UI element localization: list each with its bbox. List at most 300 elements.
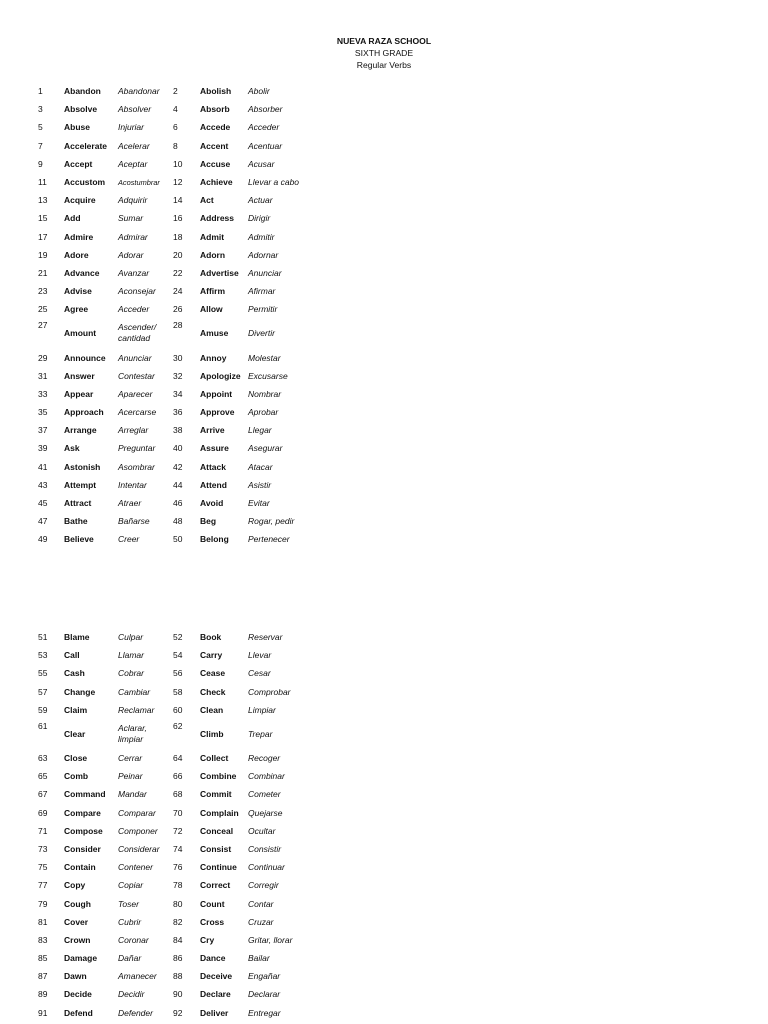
verb-row — [0, 512, 338, 530]
spanish-translation: Recoger — [248, 753, 281, 764]
verb-number: 83 — [38, 934, 48, 945]
verb-number: 28 — [173, 320, 183, 331]
verb-row — [0, 318, 338, 348]
english-verb: Ask — [64, 443, 80, 454]
spanish-translation: Divertir — [248, 328, 275, 339]
english-verb: Declare — [200, 989, 231, 1000]
verb-row — [0, 804, 338, 822]
verb-number: 11 — [38, 177, 47, 188]
verb-number: 90 — [173, 989, 183, 1000]
verb-row — [0, 749, 338, 767]
verb-number: 1 — [38, 86, 43, 97]
verb-row — [0, 822, 338, 840]
spanish-translation: Bailar — [248, 953, 270, 964]
english-verb: Arrive — [200, 425, 225, 436]
english-verb: Clear — [64, 728, 86, 739]
english-verb: Combine — [200, 771, 237, 782]
verb-number: 13 — [38, 195, 48, 206]
verb-number: 27 — [38, 320, 48, 331]
verb-number: 47 — [38, 516, 48, 527]
english-verb: Apologize — [200, 370, 241, 381]
verb-row — [0, 494, 338, 512]
english-verb: Close — [64, 753, 88, 764]
verb-number: 65 — [38, 771, 48, 782]
spanish-translation: Defender — [118, 1007, 153, 1018]
verb-row — [0, 931, 338, 949]
verb-row — [0, 385, 338, 403]
english-verb: Attract — [64, 498, 92, 509]
spanish-translation: Entregar — [248, 1007, 281, 1018]
spanish-translation: Consistir — [248, 843, 282, 854]
spanish-translation: Engañar — [248, 971, 281, 982]
verb-number: 58 — [173, 686, 183, 697]
verb-row — [0, 719, 338, 749]
spanish-translation: Evitar — [248, 498, 270, 509]
english-verb: Annoy — [200, 352, 227, 363]
verb-row — [0, 913, 338, 931]
verb-number: 39 — [38, 443, 48, 454]
spanish-translation: Arreglar — [118, 425, 149, 436]
verb-number: 14 — [173, 195, 183, 206]
verb-number: 12 — [173, 177, 183, 188]
spanish-translation: Llamar — [118, 650, 144, 661]
spanish-translation: Componer — [118, 825, 158, 836]
spanish-translation: Peinar — [118, 771, 143, 782]
english-verb: Decide — [64, 989, 92, 1000]
spanish-translation: Nombrar — [248, 388, 282, 399]
verb-number: 10 — [173, 158, 183, 169]
verb-row — [0, 209, 338, 227]
spanish-translation: Mandar — [118, 789, 147, 800]
english-verb: Cry — [200, 934, 215, 945]
english-verb: Attend — [200, 479, 227, 490]
verb-number: 57 — [38, 686, 48, 697]
verb-row — [0, 173, 338, 191]
english-verb: Approve — [200, 407, 235, 418]
english-verb: Admire — [64, 231, 94, 242]
spanish-translation: Continuar — [248, 862, 285, 873]
verb-row — [0, 530, 338, 548]
verb-number: 15 — [38, 213, 48, 224]
verb-row — [0, 421, 338, 439]
verbs-table-2 — [0, 628, 338, 1022]
verb-number: 33 — [38, 388, 48, 399]
english-verb: Attempt — [64, 479, 97, 490]
verb-number: 2 — [173, 86, 178, 97]
spanish-translation: Absolver — [118, 104, 152, 115]
english-verb: Comb — [64, 771, 89, 782]
verb-number: 46 — [173, 498, 183, 509]
english-verb: Cross — [200, 916, 225, 927]
verb-number: 44 — [173, 479, 183, 490]
verb-number: 79 — [38, 898, 48, 909]
english-verb: Call — [64, 650, 80, 661]
verb-row — [0, 646, 338, 664]
verb-number: 66 — [173, 771, 183, 782]
spanish-translation: Abandonar — [118, 86, 160, 97]
spanish-translation: Molestar — [248, 352, 281, 363]
english-verb: Crown — [64, 934, 91, 945]
english-verb: Compare — [64, 807, 101, 818]
verb-number: 55 — [38, 668, 48, 679]
verb-number: 87 — [38, 971, 48, 982]
verb-row — [0, 118, 338, 136]
english-verb: Amount — [64, 328, 97, 339]
spanish-translation: Intentar — [118, 479, 147, 490]
verb-row — [0, 967, 338, 985]
verb-number: 5 — [38, 122, 43, 133]
spanish-translation — [118, 318, 173, 348]
spanish-translation: Ocultar — [248, 825, 276, 836]
spanish-translation: Cerrar — [118, 753, 143, 764]
english-verb: Abolish — [200, 86, 232, 97]
english-verb: Dawn — [64, 971, 87, 982]
spanish-translation: Preguntar — [118, 443, 156, 454]
spanish-translation: Admirar — [118, 231, 148, 242]
english-verb: Book — [200, 632, 222, 643]
verb-number: 43 — [38, 479, 48, 490]
english-verb: Accustom — [64, 177, 106, 188]
verb-row — [0, 876, 338, 894]
verb-number: 8 — [173, 140, 178, 151]
grade-label: SIXTH GRADE — [354, 48, 414, 58]
verb-row — [0, 949, 338, 967]
spanish-translation: Dirigir — [248, 213, 271, 224]
english-verb: Contain — [64, 862, 96, 873]
spanish-translation: Cubrir — [118, 916, 142, 927]
spanish-translation: Aconsejar — [118, 286, 156, 297]
verb-number: 68 — [173, 789, 183, 800]
verb-number: 26 — [173, 304, 183, 315]
spanish-translation: Contener — [118, 862, 153, 873]
verb-number: 85 — [38, 953, 48, 964]
english-verb: Advance — [64, 267, 100, 278]
english-verb: Allow — [200, 304, 223, 315]
verb-number: 32 — [173, 370, 183, 381]
spanish-translation: Bañarse — [118, 516, 150, 527]
english-verb: Adore — [64, 249, 89, 260]
spanish-translation: Cobrar — [118, 668, 144, 679]
english-verb: Change — [64, 686, 96, 697]
english-verb: Compose — [64, 825, 103, 836]
english-verb: Cease — [200, 668, 226, 679]
spanish-translation: Contestar — [118, 370, 155, 381]
english-verb: Climb — [200, 728, 224, 739]
english-verb: Damage — [64, 953, 98, 964]
spanish-translation: Permitir — [248, 304, 278, 315]
spanish-translation: Atraer — [118, 498, 142, 509]
english-verb: Continue — [200, 862, 237, 873]
english-verb: Complain — [200, 807, 239, 818]
english-verb: Absorb — [200, 104, 230, 115]
verb-row — [0, 439, 338, 457]
english-verb: Command — [64, 789, 106, 800]
verb-number: 81 — [38, 916, 48, 927]
english-verb: Believe — [64, 534, 94, 545]
spanish-translation: Atacar — [248, 461, 273, 472]
verb-row — [0, 894, 338, 912]
english-verb: Avoid — [200, 498, 224, 509]
english-verb: Cash — [64, 668, 85, 679]
english-verb: Accede — [200, 122, 231, 133]
english-verb: Admit — [200, 231, 225, 242]
english-verb: Appear — [64, 388, 94, 399]
verb-row — [0, 246, 338, 264]
verb-number: 30 — [173, 352, 183, 363]
spanish-translation: Aceptar — [118, 158, 148, 169]
verb-row — [0, 155, 338, 173]
english-verb: Cough — [64, 898, 91, 909]
english-verb: Commit — [200, 789, 232, 800]
spanish-translation: Acceder — [248, 122, 280, 133]
spanish-translation: Cruzar — [248, 916, 274, 927]
verb-row — [0, 100, 338, 118]
english-verb: Check — [200, 686, 226, 697]
verb-number: 64 — [173, 753, 183, 764]
spanish-translation: Llegar — [248, 425, 272, 436]
spanish-translation: Dañar — [118, 953, 142, 964]
verb-number: 71 — [38, 825, 48, 836]
verb-number: 91 — [38, 1007, 48, 1018]
spanish-translation: Acentuar — [248, 140, 283, 151]
spanish-translation: Reservar — [248, 632, 283, 643]
spanish-translation: Asistir — [248, 479, 272, 490]
english-verb: Claim — [64, 704, 88, 715]
verb-number: 56 — [173, 668, 183, 679]
verb-number: 18 — [173, 231, 183, 242]
english-verb: Announce — [64, 352, 106, 363]
spanish-translation: Pertenecer — [248, 534, 290, 545]
verb-number: 59 — [38, 704, 48, 715]
verb-number: 29 — [38, 352, 48, 363]
english-verb: Adorn — [200, 249, 226, 260]
english-verb: Accuse — [200, 158, 231, 169]
verb-number: 3 — [38, 104, 43, 115]
verb-number: 75 — [38, 862, 48, 873]
english-verb: Add — [64, 213, 81, 224]
english-verb: Accept — [64, 158, 93, 169]
english-verb: Defend — [64, 1007, 93, 1018]
english-verb: Carry — [200, 650, 223, 661]
spanish-translation: Excusarse — [248, 370, 288, 381]
spanish-translation: Llevar — [248, 650, 272, 661]
english-verb: Clean — [200, 704, 224, 715]
verb-row — [0, 348, 338, 366]
verb-number: 54 — [173, 650, 183, 661]
verb-number: 7 — [38, 140, 43, 151]
verb-number: 70 — [173, 807, 183, 818]
verb-number: 73 — [38, 843, 48, 854]
verb-row — [0, 191, 338, 209]
english-verb: Abandon — [64, 86, 101, 97]
verb-number: 35 — [38, 407, 48, 418]
english-verb: Belong — [200, 534, 229, 545]
verb-number: 25 — [38, 304, 48, 315]
verb-number: 63 — [38, 753, 48, 764]
spanish-translation: Acusar — [248, 158, 275, 169]
english-verb: Act — [200, 195, 214, 206]
spanish-translation: Reclamar — [118, 704, 155, 715]
verb-row — [0, 1004, 338, 1022]
verb-number: 20 — [173, 249, 183, 260]
english-verb: Consist — [200, 843, 232, 854]
english-verb: Agree — [64, 304, 89, 315]
verb-row — [0, 476, 338, 494]
english-verb: Appoint — [200, 388, 233, 399]
verb-number: 45 — [38, 498, 48, 509]
verb-number: 84 — [173, 934, 183, 945]
english-verb: Dance — [200, 953, 226, 964]
document-header — [0, 35, 768, 71]
spanish-translation: Gritar, llorar — [248, 934, 293, 945]
verb-number: 40 — [173, 443, 183, 454]
verb-number: 42 — [173, 461, 183, 472]
verb-number: 88 — [173, 971, 183, 982]
spanish-translation: Acercarse — [118, 407, 157, 418]
spanish-translation: Considerar — [118, 843, 160, 854]
verb-row — [0, 403, 338, 421]
spanish-translation: Adornar — [248, 249, 279, 260]
english-verb: Acquire — [64, 195, 96, 206]
spanish-translation: Aparecer — [118, 388, 153, 399]
verb-number: 69 — [38, 807, 48, 818]
english-verb: Accelerate — [64, 140, 108, 151]
english-verb: Absolve — [64, 104, 98, 115]
spanish-translation: Asegurar — [248, 443, 283, 454]
verb-row — [0, 228, 338, 246]
verb-row — [0, 458, 338, 476]
verbs-table-1 — [0, 82, 338, 549]
verb-number: 21 — [38, 267, 48, 278]
verb-row — [0, 664, 338, 682]
english-verb: Count — [200, 898, 225, 909]
verb-row — [0, 264, 338, 282]
english-verb: Beg — [200, 516, 217, 527]
english-verb: Advise — [64, 286, 92, 297]
spanish-translation: Abolir — [248, 86, 270, 97]
verb-number: 74 — [173, 843, 183, 854]
verb-number: 31 — [38, 370, 48, 381]
verb-row — [0, 701, 338, 719]
english-verb: Consider — [64, 843, 101, 854]
spanish-translation: Corregir — [248, 880, 279, 891]
spanish-translation: Aprobar — [248, 407, 279, 418]
verb-row — [0, 628, 338, 646]
english-verb: Arrange — [64, 425, 97, 436]
spanish-translation: Declarar — [248, 989, 281, 1000]
verb-number: 49 — [38, 534, 48, 545]
verb-number: 80 — [173, 898, 183, 909]
verb-number: 6 — [173, 122, 178, 133]
spanish-translation: Rogar, pedir — [248, 516, 295, 527]
verb-row — [0, 767, 338, 785]
verb-row — [0, 82, 338, 100]
spanish-translation: Actuar — [248, 195, 273, 206]
spanish-translation: Asombrar — [118, 461, 155, 472]
spanish-translation: Limpiar — [248, 704, 276, 715]
spanish-translation: Cambiar — [118, 686, 151, 697]
spanish-translation: Admitir — [248, 231, 275, 242]
english-verb: Amuse — [200, 328, 229, 339]
verb-row — [0, 683, 338, 701]
spanish-translation: Avanzar — [118, 267, 150, 278]
verb-row — [0, 840, 338, 858]
spanish-translation: Toser — [118, 898, 139, 909]
verb-number: 53 — [38, 650, 48, 661]
spanish-translation: Cesar — [248, 668, 271, 679]
spanish-translation: Cometer — [248, 789, 281, 800]
english-verb: Deceive — [200, 971, 233, 982]
spanish-translation: Llevar a cabo — [248, 177, 300, 188]
english-verb: Address — [200, 213, 235, 224]
spanish-translation: Creer — [118, 534, 140, 545]
verb-number: 92 — [173, 1007, 183, 1018]
spanish-translation: Acelerar — [118, 140, 150, 151]
verb-number: 16 — [173, 213, 183, 224]
spanish-translation: Culpar — [118, 632, 144, 643]
verb-number: 38 — [173, 425, 183, 436]
verb-number: 37 — [38, 425, 48, 436]
spanish-translation: Combinar — [248, 771, 285, 782]
verb-number: 51 — [38, 632, 48, 643]
english-verb: Deliver — [200, 1007, 229, 1018]
english-verb: Correct — [200, 880, 231, 891]
verb-row — [0, 137, 338, 155]
verb-row — [0, 282, 338, 300]
verb-row — [0, 858, 338, 876]
spanish-translation: Comprobar — [248, 686, 291, 697]
english-verb: Attack — [200, 461, 226, 472]
english-verb: Blame — [64, 632, 90, 643]
school-name: NUEVA RAZA SCHOOL — [336, 36, 432, 46]
verb-number: 67 — [38, 789, 48, 800]
english-verb: Conceal — [200, 825, 234, 836]
verb-row — [0, 367, 338, 385]
english-verb: Abuse — [64, 122, 90, 133]
english-verb: Advertise — [200, 267, 239, 278]
english-verb: Copy — [64, 880, 86, 891]
english-verb: Accent — [200, 140, 229, 151]
english-verb: Collect — [200, 753, 229, 764]
spanish-translation: Absorber — [248, 104, 283, 115]
verb-number: 78 — [173, 880, 183, 891]
verb-number: 19 — [38, 249, 48, 260]
verb-number: 89 — [38, 989, 48, 1000]
verb-number: 76 — [173, 862, 183, 873]
verb-number: 23 — [38, 286, 48, 297]
english-verb: Assure — [200, 443, 229, 454]
verb-number: 72 — [173, 825, 183, 836]
spanish-translation-text: Aclarar, limpiar — [118, 722, 147, 744]
verb-number: 86 — [173, 953, 183, 964]
spanish-translation: Decidir — [118, 989, 145, 1000]
spanish-translation: Adorar — [118, 249, 144, 260]
verb-number: 17 — [38, 231, 48, 242]
document-subtitle: Regular Verbs — [356, 60, 412, 70]
verb-row — [0, 300, 338, 318]
spanish-translation — [118, 719, 173, 749]
verb-number: 41 — [38, 461, 48, 472]
verb-number: 22 — [173, 267, 183, 278]
verb-number: 9 — [38, 158, 43, 169]
spanish-translation: Anunciar — [118, 352, 152, 363]
english-verb: Astonish — [64, 461, 101, 472]
verb-number: 4 — [173, 104, 178, 115]
verb-row — [0, 985, 338, 1003]
spanish-translation: Acostumbrar — [118, 177, 160, 187]
english-verb: Answer — [64, 370, 95, 381]
verb-number: 61 — [38, 720, 48, 731]
